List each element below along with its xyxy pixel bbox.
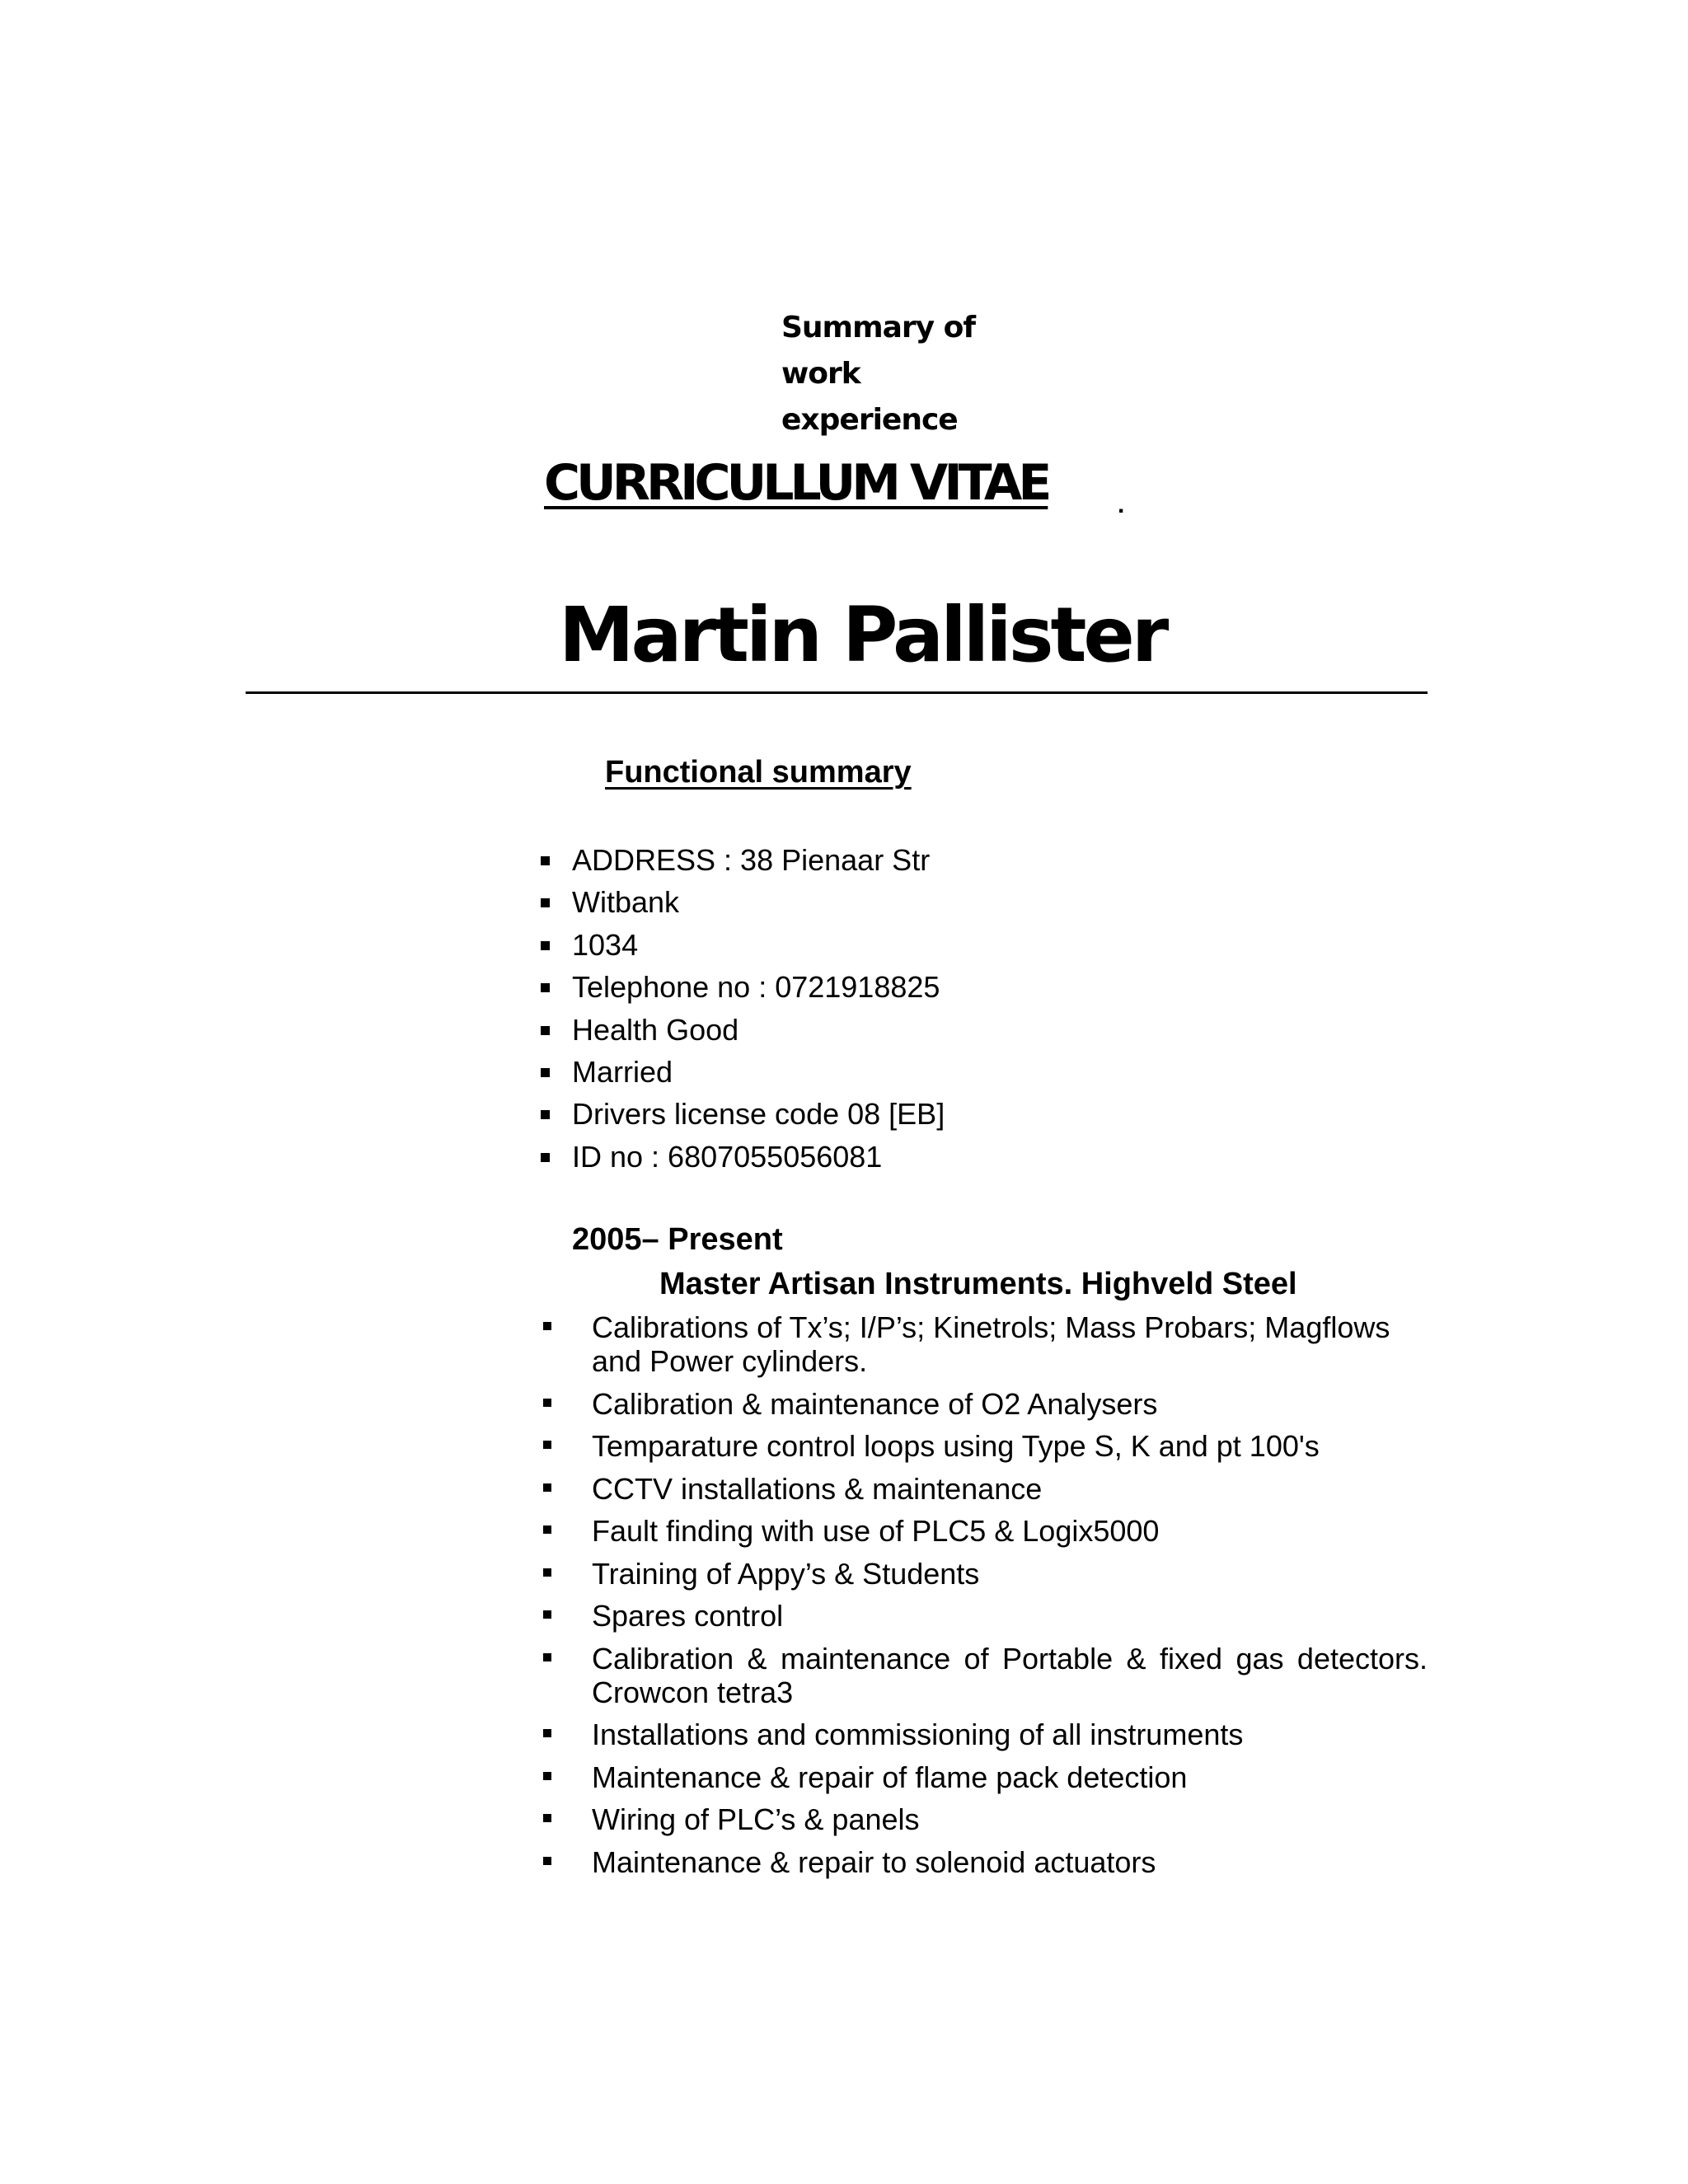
bullet-square-icon [543, 1399, 551, 1407]
bullet-square-icon [543, 1322, 551, 1330]
list-item-text: Telephone no : 0721918825 [572, 970, 940, 1005]
list-item-text: 1034 [572, 927, 639, 962]
list-item [541, 1642, 1428, 1709]
list-item-text: Married [572, 1054, 673, 1089]
functional-summary-heading: Functional summary [605, 755, 912, 790]
bullet-square-icon [543, 1857, 551, 1865]
bullet-square-icon [541, 941, 550, 950]
bullet-square-icon [541, 898, 550, 907]
bullet-square-icon [543, 1441, 551, 1449]
list-item [541, 839, 945, 881]
list-item [541, 1051, 945, 1093]
list-item-text: Health Good [572, 1012, 739, 1047]
bullet-square-icon [543, 1526, 551, 1534]
list-item [541, 1387, 1428, 1421]
summary-label-line: work [781, 357, 860, 391]
list-item [541, 1599, 1428, 1633]
list-item-text: Maintenance & repair of flame pack detection [592, 1760, 1188, 1794]
cv-title: CURRICULLUM VITAE [544, 454, 1048, 512]
person-name: Martin Pallister [559, 591, 1166, 679]
list-item [541, 1514, 1428, 1548]
list-item-text: Calibration & maintenance of Portable & fixed gas detectors. Crowcon tetra3 [592, 1641, 1428, 1709]
bullet-square-icon [541, 1153, 550, 1162]
list-item [541, 1760, 1428, 1794]
bullet-square-icon [543, 1814, 551, 1822]
list-item-text: Drivers license code 08 [EB] [572, 1097, 945, 1132]
list-item [541, 1802, 1428, 1836]
summary-of-work-experience-label [781, 305, 975, 443]
job-title: Master Artisan Instruments. Highveld Steel [659, 1267, 1297, 1301]
job-duties-list [541, 1310, 1428, 1887]
list-item [541, 1093, 945, 1135]
list-item [541, 966, 945, 1008]
list-item-text: Training of Appy’s & Students [592, 1556, 980, 1591]
list-item-text: Installations and commissioning of all instruments [592, 1718, 1244, 1751]
list-item [541, 1429, 1428, 1463]
personal-info-list [541, 839, 945, 1178]
list-item [541, 924, 945, 966]
bullet-square-icon [541, 1110, 550, 1119]
summary-label-line: experience [781, 403, 958, 437]
bullet-square-icon [543, 1729, 551, 1737]
list-item-text: Witbank [572, 885, 680, 920]
bullet-square-icon [543, 1772, 551, 1780]
list-item [541, 881, 945, 923]
bullet-square-icon [543, 1483, 551, 1492]
bullet-square-icon [541, 983, 550, 992]
bullet-square-icon [541, 1068, 550, 1077]
list-item-text: Maintenance & repair to solenoid actuators [592, 1844, 1156, 1879]
list-item [541, 1136, 945, 1178]
bullet-square-icon [543, 1653, 551, 1661]
list-item-text: Calibrations of Tx’s; I/P’s; Kinetrols; Mass Probars; Magflows and Power cylinders. [592, 1310, 1390, 1378]
bullet-square-icon [541, 856, 550, 865]
list-item [541, 1472, 1428, 1506]
list-item-text: ADDRESS : 38 Pienaar Str [572, 843, 931, 877]
list-item [541, 1310, 1428, 1378]
list-item-text: ID no : 6807055056081 [572, 1139, 883, 1174]
bullet-square-icon [541, 1026, 550, 1035]
summary-label-line: Summary of [781, 311, 976, 344]
list-item-text: CCTV installations & maintenance [592, 1471, 1043, 1506]
list-item-text: Calibration & maintenance of O2 Analysers [592, 1386, 1158, 1421]
cv-title-suffix: . [1118, 491, 1125, 518]
list-item-text: Fault finding with use of PLC5 & Logix5000 [592, 1514, 1160, 1548]
horizontal-divider [246, 691, 1428, 694]
list-item [541, 1845, 1428, 1879]
list-item [541, 1718, 1428, 1751]
list-item [541, 1009, 945, 1051]
job-dates: 2005– Present [572, 1222, 783, 1257]
bullet-square-icon [543, 1610, 551, 1619]
bullet-square-icon [543, 1568, 551, 1577]
list-item-text: Temparature control loops using Type S, K and pt 100's [592, 1429, 1320, 1463]
list-item [541, 1557, 1428, 1591]
list-item-text: Spares control [592, 1599, 784, 1633]
list-item-text: Wiring of PLC’s & panels [592, 1802, 920, 1836]
